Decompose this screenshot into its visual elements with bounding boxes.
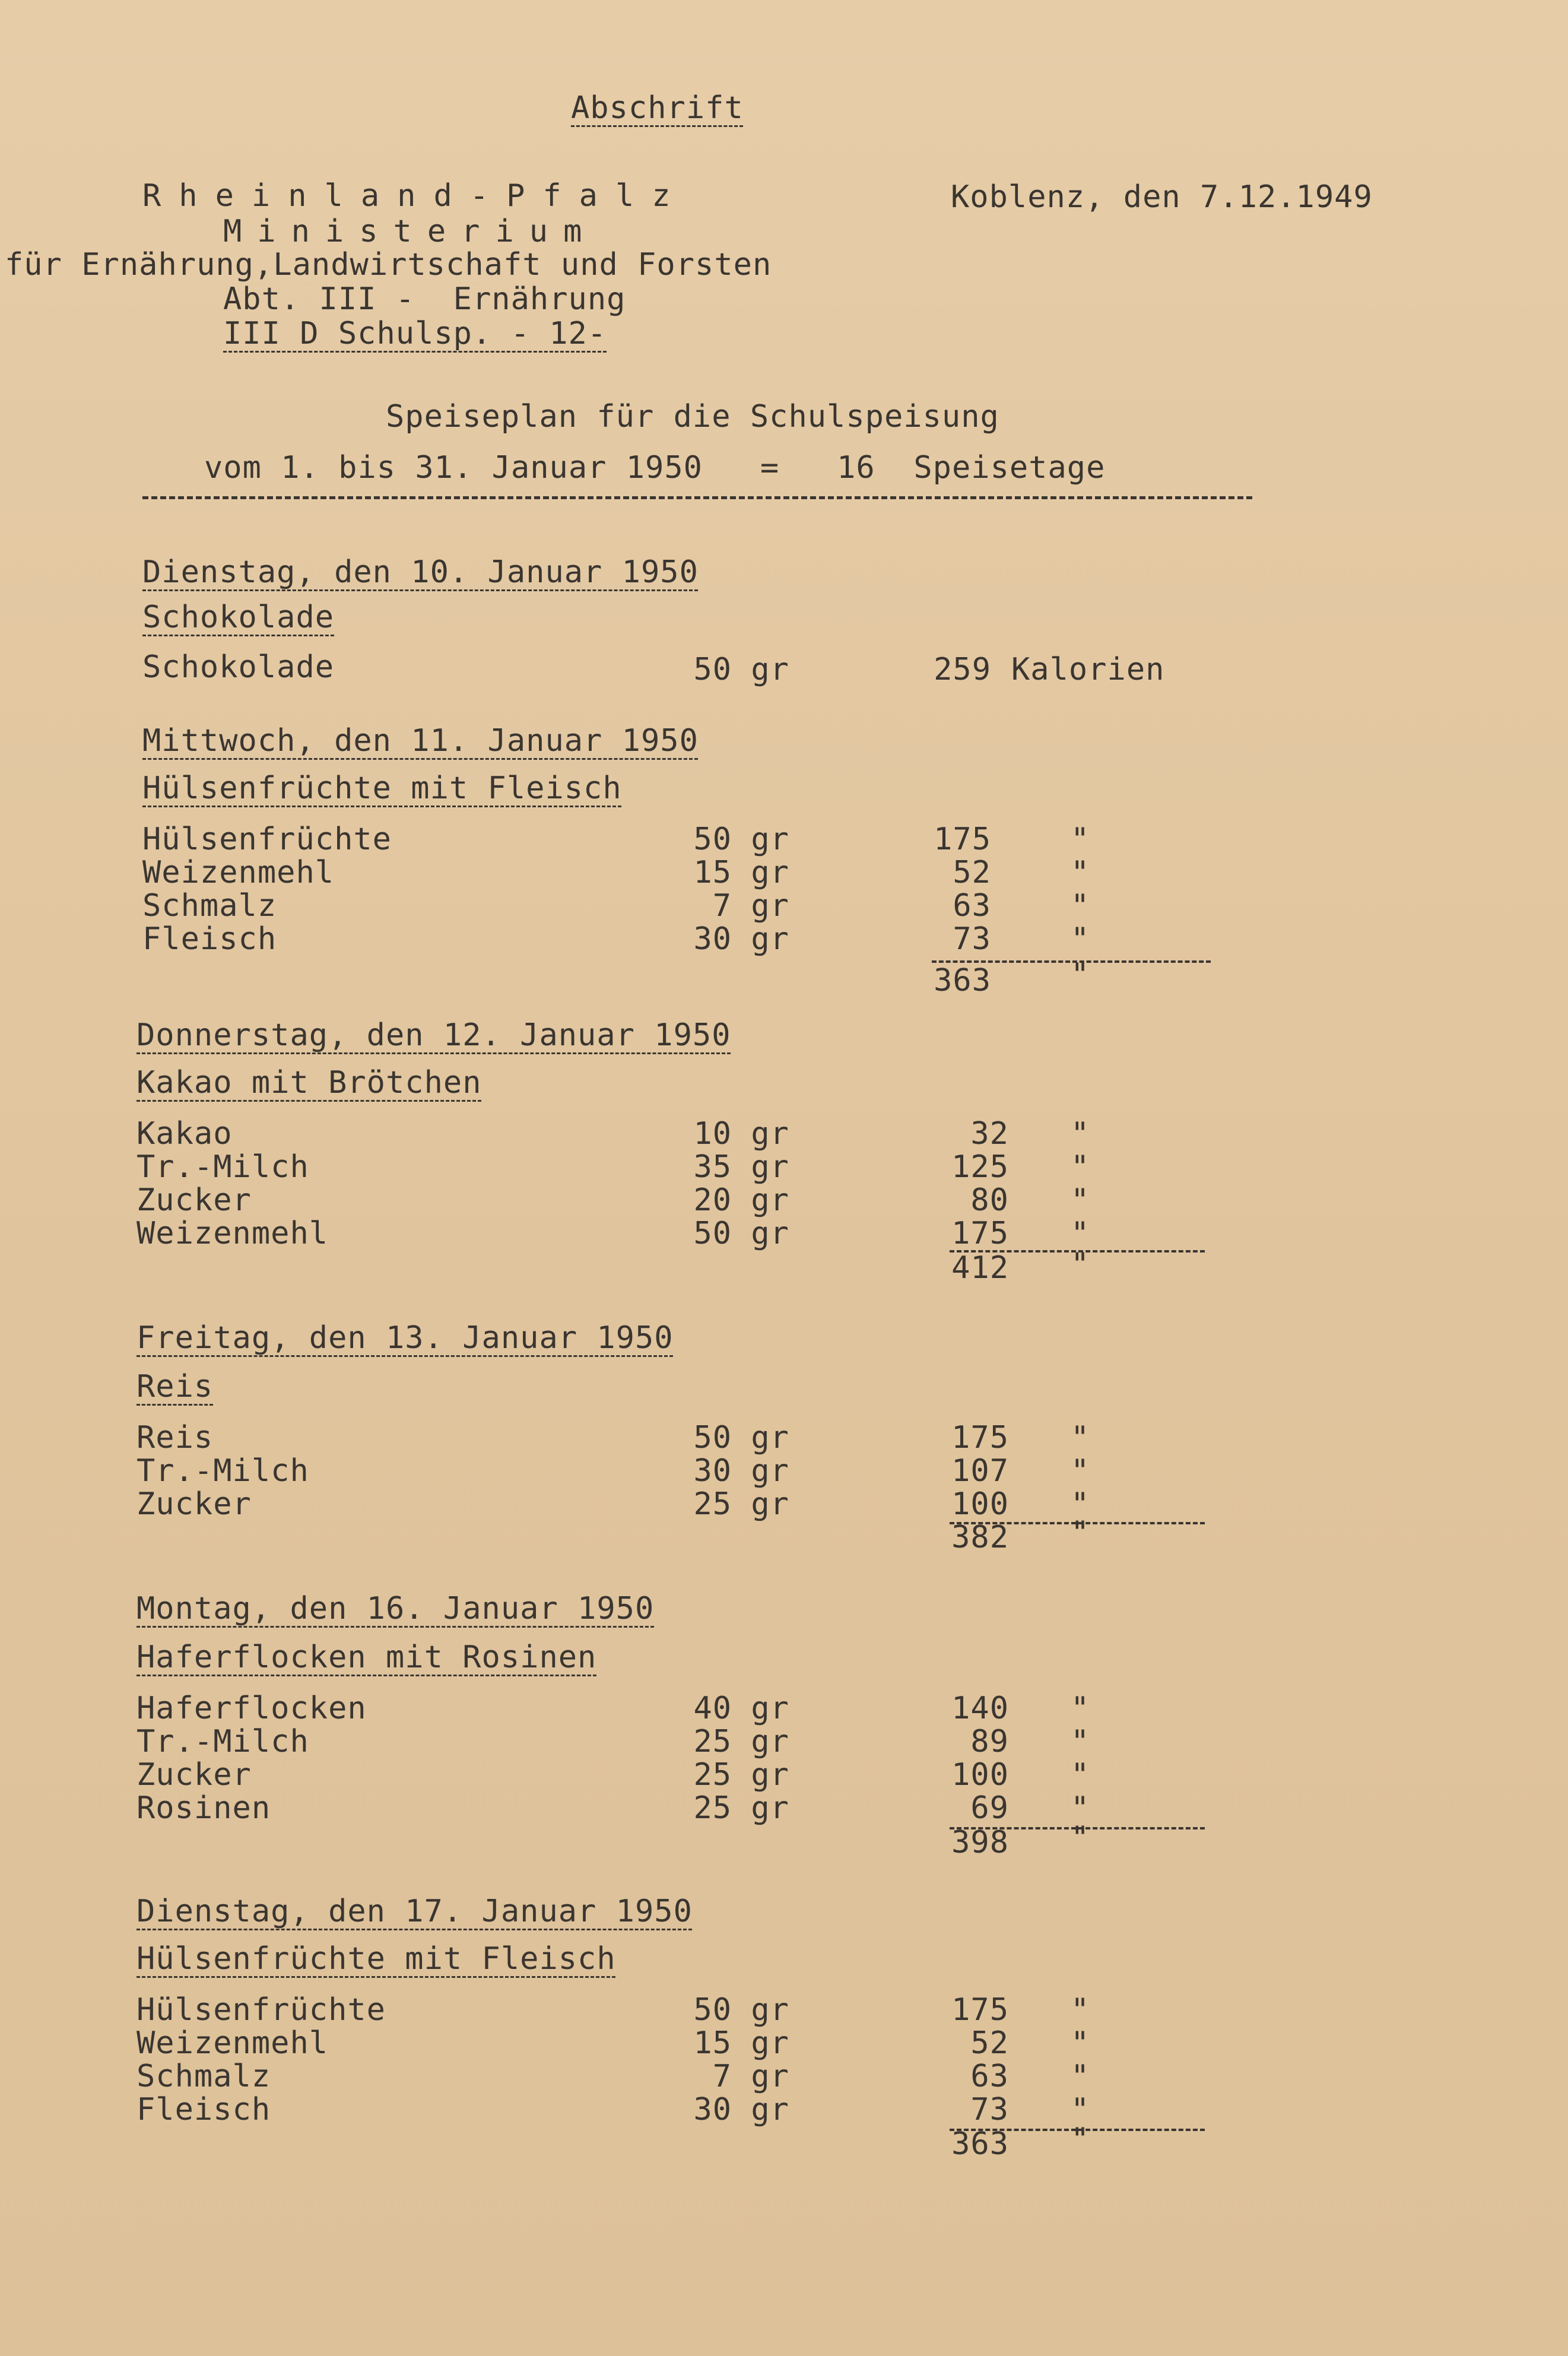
item-kcal: 32 (970, 1116, 1009, 1152)
item-kcal: 259 (934, 652, 991, 687)
day-date: Freitag, den 13. Januar 1950 (137, 1320, 674, 1356)
day-total-unit: " (1071, 1820, 1090, 1856)
item-kcal-unit: " (1071, 1757, 1090, 1793)
day-total-kcal: 382 (951, 1520, 1009, 1555)
item-name: Hülsenfrüchte (137, 1992, 386, 2028)
item-name: Hülsenfrüchte (142, 822, 392, 857)
item-kcal: 175 (951, 1992, 1009, 2028)
item-name: Weizenmehl (142, 855, 335, 890)
item-amount: 35 gr (693, 1149, 789, 1185)
item-amount: 15 gr (693, 2025, 789, 2061)
item-kcal-unit: " (1071, 2025, 1090, 2061)
item-kcal-unit: " (1071, 1486, 1090, 1522)
item-kcal-unit: " (1071, 1420, 1090, 1456)
item-amount: 7 gr (712, 2059, 789, 2094)
place-date: Koblenz, den 7.12.1949 (951, 179, 1373, 215)
item-kcal: 52 (953, 855, 991, 890)
item-name: Zucker (137, 1486, 252, 1522)
item-name: Tr.-Milch (137, 1724, 309, 1759)
item-amount: 30 gr (693, 1453, 789, 1489)
file-reference: III D Schulsp. - 12- (223, 316, 607, 351)
item-amount: 25 gr (693, 1724, 789, 1759)
item-kcal-unit: " (1071, 822, 1090, 857)
item-kcal: 73 (970, 2092, 1009, 2127)
day-date: Montag, den 16. Januar 1950 (137, 1591, 655, 1626)
day-date: Dienstag, den 17. Januar 1950 (137, 1894, 693, 1929)
item-name: Zucker (137, 1182, 252, 1218)
item-name: Weizenmehl (137, 1216, 329, 1251)
item-name: Schmalz (137, 2059, 271, 2094)
item-amount: 7 gr (712, 888, 789, 924)
item-name: Kakao (137, 1116, 233, 1152)
item-kcal: 63 (953, 888, 991, 924)
item-amount: 50 gr (693, 822, 789, 857)
item-amount: 50 gr (693, 652, 789, 687)
item-name: Tr.-Milch (137, 1149, 309, 1185)
item-amount: 30 gr (693, 921, 789, 957)
day-total-kcal: 363 (934, 963, 991, 998)
sender-department: Abt. III - Ernährung (223, 281, 626, 317)
sender-ministry-scope: für Ernährung,Landwirtschaft und Forsten (5, 247, 772, 283)
meal-name: Hülsenfrüchte mit Fleisch (137, 1941, 616, 1977)
item-kcal: 175 (951, 1216, 1009, 1251)
item-kcal: 100 (951, 1486, 1009, 1522)
meal-name: Haferflocken mit Rosinen (137, 1640, 597, 1675)
day-total-kcal: 363 (951, 2126, 1009, 2162)
item-kcal: 69 (970, 1790, 1009, 1826)
sender-ministry: Ministerium (223, 214, 598, 249)
item-amount: 40 gr (693, 1691, 789, 1726)
item-name: Fleisch (142, 921, 277, 957)
item-kcal-unit: " (1071, 855, 1090, 890)
day-total-kcal: 412 (951, 1250, 1009, 1286)
item-kcal: 52 (970, 2025, 1009, 2061)
day-date: Donnerstag, den 12. Januar 1950 (137, 1017, 731, 1053)
sender-state: Rheinland-Pfalz (142, 178, 688, 214)
item-amount: 10 gr (693, 1116, 789, 1152)
item-amount: 25 gr (693, 1757, 789, 1793)
item-name: Rosinen (137, 1790, 271, 1826)
document-title: Abschrift (571, 90, 744, 126)
item-kcal: 125 (951, 1149, 1009, 1185)
item-name: Schokolade (142, 649, 335, 685)
item-name: Tr.-Milch (137, 1453, 309, 1489)
item-kcal-unit: " (1071, 921, 1090, 957)
plan-title: Speiseplan für die Schulspeisung (386, 399, 999, 435)
day-date: Dienstag, den 10. Januar 1950 (142, 554, 699, 590)
item-amount: 50 gr (693, 1992, 789, 2028)
item-kcal-unit: " (1071, 1724, 1090, 1759)
item-amount: 25 gr (693, 1486, 789, 1522)
item-name: Haferflocken (137, 1691, 367, 1726)
item-kcal-unit: " (1071, 1691, 1090, 1726)
meal-name: Hülsenfrüchte mit Fleisch (142, 770, 622, 806)
item-kcal-unit: " (1071, 1992, 1090, 2028)
item-amount: 30 gr (693, 2092, 789, 2127)
separator-line (142, 496, 1252, 499)
item-kcal: 175 (934, 822, 991, 857)
item-amount: 50 gr (693, 1420, 789, 1456)
item-kcal-unit: " (1071, 1216, 1090, 1251)
plan-period: vom 1. bis 31. Januar 1950 = 16 Speisetage (204, 450, 1106, 486)
item-kcal-unit: " (1071, 888, 1090, 924)
item-name: Reis (137, 1420, 214, 1456)
item-kcal: 100 (951, 1757, 1009, 1793)
item-amount: 50 gr (693, 1216, 789, 1251)
item-amount: 15 gr (693, 855, 789, 890)
meal-name: Kakao mit Brötchen (137, 1065, 482, 1101)
item-name: Zucker (137, 1757, 252, 1793)
meal-name: Reis (137, 1369, 214, 1404)
item-kcal-unit: " (1071, 1182, 1090, 1218)
day-total-unit: " (1071, 1247, 1090, 1282)
item-kcal: 63 (970, 2059, 1009, 2094)
item-kcal-unit: " (1071, 2059, 1090, 2094)
item-kcal: 175 (951, 1420, 1009, 1456)
item-kcal-unit: " (1071, 1790, 1090, 1826)
item-kcal: 89 (970, 1724, 1009, 1759)
item-kcal: 107 (951, 1453, 1009, 1489)
item-kcal: 73 (953, 921, 991, 957)
item-kcal-unit: " (1071, 1453, 1090, 1489)
item-amount: 25 gr (693, 1790, 789, 1826)
item-name: Fleisch (137, 2092, 271, 2127)
item-kcal-unit: Kalorien (1011, 652, 1165, 687)
item-kcal-unit: " (1071, 1116, 1090, 1152)
item-kcal: 80 (970, 1182, 1009, 1218)
day-total-unit: " (1071, 1515, 1090, 1550)
item-name: Weizenmehl (137, 2025, 329, 2061)
day-total-kcal: 398 (951, 1825, 1009, 1860)
day-total-unit: " (1071, 2122, 1090, 2157)
item-kcal-unit: " (1071, 1149, 1090, 1185)
item-kcal-unit: " (1071, 2092, 1090, 2127)
meal-name: Schokolade (142, 600, 335, 635)
day-total-unit: " (1071, 957, 1090, 992)
day-date: Mittwoch, den 11. Januar 1950 (142, 723, 699, 759)
item-amount: 20 gr (693, 1182, 789, 1218)
item-name: Schmalz (142, 888, 277, 924)
item-kcal: 140 (951, 1691, 1009, 1726)
